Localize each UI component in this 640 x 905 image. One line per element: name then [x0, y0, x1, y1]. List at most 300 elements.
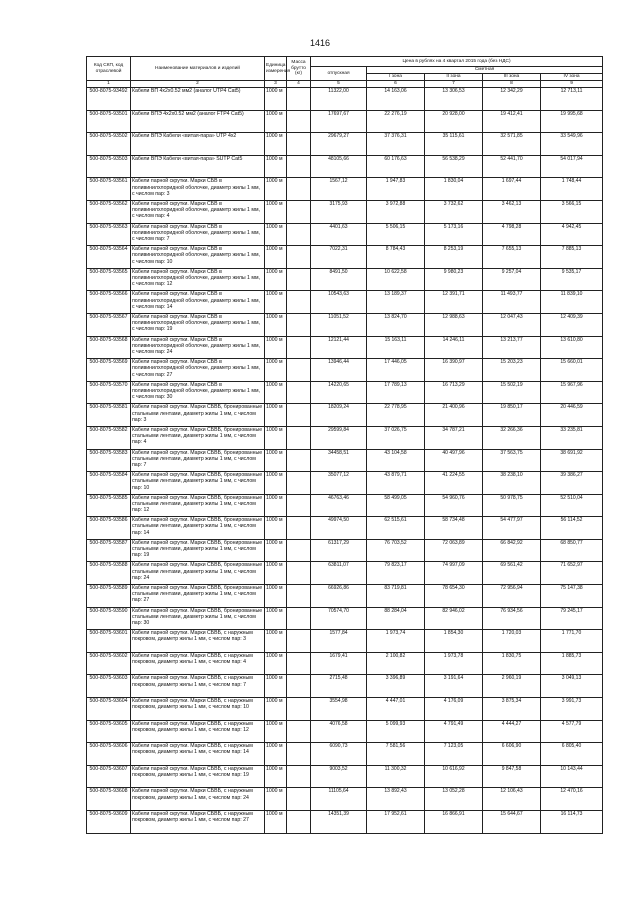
header-zone-2: II зона	[425, 74, 483, 81]
row-code: 500-8075-93607	[87, 765, 131, 788]
row-name: Кабели парной скрутки. Марки СБВБ, с наружным покровом, диаметр жилы 1 мм, с числом пар: 24	[131, 788, 265, 811]
row-mass	[287, 607, 311, 630]
row-name: Кабели парной скрутки. Марки СБВБ, бронированные стальными лентами, диаметр жилы 1 мм, с числом пар: 24	[131, 562, 265, 585]
row-price-zone-2: 12 988,63	[425, 313, 483, 336]
row-price-zone-3: 4 798,28	[483, 223, 541, 246]
row-unit: 1000 м	[265, 539, 287, 562]
row-price-zone-3: 15 203,23	[483, 359, 541, 382]
row-mass	[287, 517, 311, 540]
row-price-wholesale: 12121,44	[311, 336, 367, 359]
row-price-wholesale: 3554,98	[311, 698, 367, 721]
row-price-zone-1: 13 189,37	[367, 291, 425, 314]
row-code: 500-8075-93601	[87, 630, 131, 653]
header-zone-1: I зона	[367, 74, 425, 81]
row-mass	[287, 788, 311, 811]
row-price-zone-4: 16 114,73	[541, 811, 603, 834]
row-price-zone-2: 3 732,62	[425, 200, 483, 223]
row-price-zone-3: 32 571,85	[483, 133, 541, 156]
row-price-zone-3: 38 238,10	[483, 472, 541, 495]
row-price-zone-1: 17 446,05	[367, 359, 425, 382]
row-price-wholesale: 13946,44	[311, 359, 367, 382]
row-name: Кабели парной скрутки. Марки СБВБ, бронированные стальными лентами, диаметр жилы 1 мм, с числом пар: 14	[131, 517, 265, 540]
table-row	[87, 675, 603, 698]
row-price-wholesale: 46763,46	[311, 494, 367, 517]
header-wholesale: отпускная	[311, 67, 367, 81]
row-code: 500-8075-93587	[87, 539, 131, 562]
row-name: Кабели парной скрутки. Марки СБВБ, с наружным покровом, диаметр жилы 1 мм, с числом пар: 14	[131, 743, 265, 766]
column-number: 4	[287, 81, 311, 88]
row-mass	[287, 246, 311, 269]
row-unit: 1000 м	[265, 381, 287, 404]
row-price-zone-2: 4 176,09	[425, 698, 483, 721]
row-price-zone-1: 37 376,31	[367, 133, 425, 156]
table-row	[87, 223, 603, 246]
row-unit: 1000 м	[265, 291, 287, 314]
table-row	[87, 88, 603, 111]
table-row	[87, 313, 603, 336]
table-row	[87, 404, 603, 427]
row-price-zone-4: 3 566,15	[541, 200, 603, 223]
row-price-zone-4: 19 995,68	[541, 110, 603, 133]
row-unit: 1000 м	[265, 472, 287, 495]
table-row	[87, 698, 603, 721]
row-code: 500-8075-93603	[87, 675, 131, 698]
row-name: Кабели парной скрутки. Марки СБВБ, с наружным покровом, диаметр жилы 1 мм, с числом пар: 3	[131, 630, 265, 653]
row-name: Кабели парной скрутки. Марки СБВБ, с наружным покровом, диаметр жилы 1 мм, с числом пар: 12	[131, 720, 265, 743]
row-code: 500-8075-93606	[87, 743, 131, 766]
row-code: 500-8075-93581	[87, 404, 131, 427]
row-name: Кабели парной скрутки. Марки СБВБ, бронированные стальными лентами, диаметр жилы 1 мм, с числом пар: 4	[131, 426, 265, 449]
table-row	[87, 133, 603, 156]
table-row	[87, 494, 603, 517]
row-name: Кабели парной скрутки. Марки СБВ в поливинилхлоридной оболочке, диаметр жилы 1 мм, с числом пар: 14	[131, 291, 265, 314]
row-price-wholesale: 17697,67	[311, 110, 367, 133]
row-unit: 1000 м	[265, 585, 287, 608]
row-code: 500-8075-93586	[87, 517, 131, 540]
row-unit: 1000 м	[265, 246, 287, 269]
row-price-zone-1: 76 703,52	[367, 539, 425, 562]
row-unit: 1000 м	[265, 88, 287, 111]
row-price-wholesale: 1577,84	[311, 630, 367, 653]
row-code: 500-8075-93566	[87, 291, 131, 314]
row-name: Кабели ВП 4х2х0.52 мм2 (аналог UTP4 Cat5)	[131, 88, 265, 111]
row-code: 500-8075-93492	[87, 88, 131, 111]
row-name: Кабели парной скрутки. Марки СБВ в поливинилхлоридной оболочке, диаметр жилы 1 мм, с числом пар: 10	[131, 246, 265, 269]
row-price-wholesale: 18209,24	[311, 404, 367, 427]
row-mass	[287, 743, 311, 766]
row-price-zone-4: 3 991,73	[541, 698, 603, 721]
table-row	[87, 336, 603, 359]
row-mass	[287, 336, 311, 359]
row-price-zone-3: 9 257,04	[483, 268, 541, 291]
row-mass	[287, 562, 311, 585]
row-price-wholesale: 10543,63	[311, 291, 367, 314]
header-code: Код СКП, код отраслевой	[87, 57, 131, 81]
row-unit: 1000 м	[265, 155, 287, 178]
row-mass	[287, 110, 311, 133]
row-price-zone-1: 5 099,93	[367, 720, 425, 743]
row-mass	[287, 313, 311, 336]
table-row	[87, 246, 603, 269]
table-row	[87, 110, 603, 133]
row-price-wholesale: 11105,64	[311, 788, 367, 811]
row-code: 500-8075-93608	[87, 788, 131, 811]
row-price-zone-1: 14 163,06	[367, 88, 425, 111]
row-code: 500-8075-93602	[87, 652, 131, 675]
row-name: Кабели парной скрутки. Марки СБВБ, бронированные стальными лентами, диаметр жилы 1 мм, с числом пар: 30	[131, 607, 265, 630]
column-number-row	[87, 81, 603, 88]
row-price-zone-2: 16 713,29	[425, 381, 483, 404]
row-price-wholesale: 4076,58	[311, 720, 367, 743]
row-price-zone-3: 72 956,94	[483, 585, 541, 608]
header-unit: Единица измерения	[265, 57, 287, 81]
row-name: Кабели парной скрутки. Марки СБВ в поливинилхлоридной оболочке, диаметр жилы 1 мм, с числом пар: 27	[131, 359, 265, 382]
column-number: 2	[131, 81, 265, 88]
row-code: 500-8075-93590	[87, 607, 131, 630]
row-price-zone-4: 12 713,11	[541, 88, 603, 111]
row-price-zone-1: 15 163,11	[367, 336, 425, 359]
table-row	[87, 381, 603, 404]
row-mass	[287, 630, 311, 653]
row-price-zone-3: 15 644,67	[483, 811, 541, 834]
row-price-zone-1: 2 100,82	[367, 652, 425, 675]
row-price-zone-3: 37 563,75	[483, 449, 541, 472]
row-name: Кабели парной скрутки. Марки СБВБ, с наружным покровом, диаметр жилы 1 мм, с числом пар: 27	[131, 811, 265, 834]
row-mass	[287, 472, 311, 495]
row-price-zone-2: 10 616,92	[425, 765, 483, 788]
table-row	[87, 426, 603, 449]
row-price-wholesale: 34458,51	[311, 449, 367, 472]
row-price-zone-1: 10 622,58	[367, 268, 425, 291]
table-row	[87, 178, 603, 201]
price-table	[86, 56, 603, 834]
row-price-wholesale: 11322,00	[311, 88, 367, 111]
row-unit: 1000 м	[265, 404, 287, 427]
row-unit: 1000 м	[265, 200, 287, 223]
row-name: Кабели парной скрутки. Марки СБВ в поливинилхлоридной оболочке, диаметр жилы 1 мм, с числом пар: 12	[131, 268, 265, 291]
row-price-zone-3: 32 266,36	[483, 426, 541, 449]
row-unit: 1000 м	[265, 494, 287, 517]
row-price-zone-2: 1 973,78	[425, 652, 483, 675]
row-price-zone-2: 13 052,28	[425, 788, 483, 811]
table-row	[87, 652, 603, 675]
row-price-zone-2: 40 497,96	[425, 449, 483, 472]
page-number: 1416	[309, 38, 331, 48]
row-price-zone-2: 34 787,21	[425, 426, 483, 449]
row-price-zone-2: 8 253,19	[425, 246, 483, 269]
row-price-zone-4: 10 143,44	[541, 765, 603, 788]
row-price-zone-3: 19 850,17	[483, 404, 541, 427]
row-price-zone-3: 12 342,29	[483, 88, 541, 111]
row-price-zone-4: 68 850,77	[541, 539, 603, 562]
row-price-zone-3: 66 842,92	[483, 539, 541, 562]
row-unit: 1000 м	[265, 562, 287, 585]
row-unit: 1000 м	[265, 426, 287, 449]
row-unit: 1000 м	[265, 110, 287, 133]
row-price-zone-1: 17 952,61	[367, 811, 425, 834]
row-price-zone-4: 71 652,97	[541, 562, 603, 585]
row-price-wholesale: 1679,41	[311, 652, 367, 675]
row-code: 500-8075-93503	[87, 155, 131, 178]
row-name: Кабели парной скрутки. Марки СБВБ, с наружным покровом, диаметр жилы 1 мм, с числом пар: 19	[131, 765, 265, 788]
row-mass	[287, 404, 311, 427]
row-unit: 1000 м	[265, 449, 287, 472]
header-estimate: Сметная	[367, 67, 603, 74]
table-row	[87, 562, 603, 585]
row-price-zone-2: 58 734,48	[425, 517, 483, 540]
row-price-wholesale: 3175,93	[311, 200, 367, 223]
row-unit: 1000 м	[265, 652, 287, 675]
row-unit: 1000 м	[265, 223, 287, 246]
row-name: Кабели парной скрутки. Марки СБВ в поливинилхлоридной оболочке, диаметр жилы 1 мм, с числом пар: 4	[131, 200, 265, 223]
row-price-zone-3: 9 847,58	[483, 765, 541, 788]
row-price-zone-4: 13 610,80	[541, 336, 603, 359]
table-row	[87, 539, 603, 562]
row-price-zone-2: 21 400,96	[425, 404, 483, 427]
column-number: 7	[425, 81, 483, 88]
row-mass	[287, 200, 311, 223]
row-unit: 1000 м	[265, 788, 287, 811]
row-mass	[287, 494, 311, 517]
column-number: 1	[87, 81, 131, 88]
row-code: 500-8075-93589	[87, 585, 131, 608]
row-code: 500-8075-93565	[87, 268, 131, 291]
row-unit: 1000 м	[265, 359, 287, 382]
table-row	[87, 472, 603, 495]
header-zone-3: III зона	[483, 74, 541, 81]
table-row	[87, 811, 603, 834]
row-name: Кабели парной скрутки. Марки СБВ в поливинилхлоридной оболочке, диаметр жилы 1 мм, с числом пар: 24	[131, 336, 265, 359]
row-price-wholesale: 66926,86	[311, 585, 367, 608]
row-price-zone-1: 13 824,70	[367, 313, 425, 336]
row-price-zone-3: 15 502,19	[483, 381, 541, 404]
row-name: Кабели парной скрутки. Марки СБВБ, бронированные стальными лентами, диаметр жилы 1 мм, с числом пар: 3	[131, 404, 265, 427]
row-price-wholesale: 6090,73	[311, 743, 367, 766]
row-price-zone-4: 1 771,70	[541, 630, 603, 653]
row-price-zone-4: 38 691,92	[541, 449, 603, 472]
row-price-zone-3: 12 106,43	[483, 788, 541, 811]
row-price-zone-3: 2 960,19	[483, 675, 541, 698]
row-price-wholesale: 63811,07	[311, 562, 367, 585]
row-price-wholesale: 14351,39	[311, 811, 367, 834]
table-body	[87, 88, 603, 834]
row-code: 500-8075-93605	[87, 720, 131, 743]
row-name: Кабели парной скрутки. Марки СБВ в поливинилхлоридной оболочке, диаметр жилы 1 мм, с числом пар: 3	[131, 178, 265, 201]
row-price-zone-1: 7 581,56	[367, 743, 425, 766]
row-price-zone-1: 22 276,19	[367, 110, 425, 133]
table-row	[87, 585, 603, 608]
row-price-wholesale: 29599,84	[311, 426, 367, 449]
row-code: 500-8075-93609	[87, 811, 131, 834]
row-price-zone-1: 4 447,01	[367, 698, 425, 721]
row-price-zone-1: 1 947,83	[367, 178, 425, 201]
row-price-zone-3: 1 697,44	[483, 178, 541, 201]
row-price-zone-4: 39 386,27	[541, 472, 603, 495]
row-price-zone-4: 12 470,16	[541, 788, 603, 811]
row-mass	[287, 449, 311, 472]
row-code: 500-8075-93570	[87, 381, 131, 404]
row-price-zone-2: 16 390,97	[425, 359, 483, 382]
row-price-zone-4: 33 549,96	[541, 133, 603, 156]
row-price-zone-2: 13 306,53	[425, 88, 483, 111]
row-price-zone-4: 6 805,40	[541, 743, 603, 766]
table-row	[87, 607, 603, 630]
row-price-zone-2: 7 123,05	[425, 743, 483, 766]
row-price-wholesale: 11051,52	[311, 313, 367, 336]
row-price-zone-4: 20 446,59	[541, 404, 603, 427]
row-unit: 1000 м	[265, 743, 287, 766]
row-mass	[287, 155, 311, 178]
row-price-zone-2: 14 246,11	[425, 336, 483, 359]
row-code: 500-8075-93583	[87, 449, 131, 472]
row-code: 500-8075-93585	[87, 494, 131, 517]
row-price-wholesale: 70574,70	[311, 607, 367, 630]
row-price-zone-1: 3 972,88	[367, 200, 425, 223]
row-name: Кабели ВПЭ 4х2х0.52 мм2 (аналог FTP4 Cat5)	[131, 110, 265, 133]
row-mass	[287, 291, 311, 314]
row-mass	[287, 675, 311, 698]
row-code: 500-8075-93567	[87, 313, 131, 336]
row-price-zone-2: 16 866,91	[425, 811, 483, 834]
table-row	[87, 268, 603, 291]
row-price-zone-3: 50 978,75	[483, 494, 541, 517]
table-row	[87, 200, 603, 223]
row-price-zone-2: 78 654,30	[425, 585, 483, 608]
row-code: 500-8075-93561	[87, 178, 131, 201]
header-zone-4: IV зона	[541, 74, 603, 81]
row-price-zone-1: 8 784,43	[367, 246, 425, 269]
row-name: Кабели парной скрутки. Марки СБВБ, с наружным покровом, диаметр жилы 1 мм, с числом пар: 10	[131, 698, 265, 721]
row-price-zone-1: 43 879,71	[367, 472, 425, 495]
row-name: Кабели парной скрутки. Марки СБВБ, с наружным покровом, диаметр жилы 1 мм, с числом пар: 7	[131, 675, 265, 698]
row-price-zone-2: 56 538,29	[425, 155, 483, 178]
row-code: 500-8075-93569	[87, 359, 131, 382]
header-price-group: Цена в рублях на 4 квартал 2015 года (без НДС)	[311, 57, 603, 67]
row-unit: 1000 м	[265, 268, 287, 291]
row-price-zone-2: 5 173,16	[425, 223, 483, 246]
row-price-zone-3: 13 213,77	[483, 336, 541, 359]
row-code: 500-8075-93563	[87, 223, 131, 246]
row-price-zone-4: 15 660,01	[541, 359, 603, 382]
row-unit: 1000 м	[265, 313, 287, 336]
row-code: 500-8075-93501	[87, 110, 131, 133]
header-name: Наименование материалов и изделий	[131, 57, 265, 81]
row-price-zone-3: 1 830,75	[483, 652, 541, 675]
row-price-zone-1: 83 719,81	[367, 585, 425, 608]
row-price-zone-1: 22 778,95	[367, 404, 425, 427]
row-price-wholesale: 48105,66	[311, 155, 367, 178]
table-row	[87, 517, 603, 540]
row-name: Кабели парной скрутки. Марки СБВБ, с наружным покровом, диаметр жилы 1 мм, с числом пар: 4	[131, 652, 265, 675]
row-price-wholesale: 9003,52	[311, 765, 367, 788]
row-price-wholesale: 2715,48	[311, 675, 367, 698]
row-unit: 1000 м	[265, 336, 287, 359]
row-price-zone-4: 12 409,39	[541, 313, 603, 336]
row-price-zone-3: 4 444,27	[483, 720, 541, 743]
row-price-zone-4: 3 049,13	[541, 675, 603, 698]
row-name: Кабели парной скрутки. Марки СБВБ, бронированные стальными лентами, диаметр жилы 1 мм, с числом пар: 10	[131, 472, 265, 495]
row-price-zone-2: 20 928,00	[425, 110, 483, 133]
row-mass	[287, 381, 311, 404]
row-price-zone-3: 6 606,90	[483, 743, 541, 766]
row-price-zone-3: 52 441,70	[483, 155, 541, 178]
row-mass	[287, 652, 311, 675]
row-code: 500-8075-93582	[87, 426, 131, 449]
row-unit: 1000 м	[265, 517, 287, 540]
row-price-zone-1: 62 515,61	[367, 517, 425, 540]
row-price-zone-4: 56 114,52	[541, 517, 603, 540]
row-price-zone-1: 5 506,15	[367, 223, 425, 246]
row-price-wholesale: 61317,29	[311, 539, 367, 562]
row-unit: 1000 м	[265, 630, 287, 653]
row-price-zone-4: 15 967,96	[541, 381, 603, 404]
row-mass	[287, 88, 311, 111]
row-unit: 1000 м	[265, 607, 287, 630]
row-name: Кабели парной скрутки. Марки СБВБ, бронированные стальными лентами, диаметр жилы 1 мм, с числом пар: 27	[131, 585, 265, 608]
row-mass	[287, 268, 311, 291]
row-name: Кабели парной скрутки. Марки СБВБ, бронированные стальными лентами, диаметр жилы 1 мм, с числом пар: 7	[131, 449, 265, 472]
row-price-zone-4: 33 235,81	[541, 426, 603, 449]
column-number: 8	[483, 81, 541, 88]
table-row	[87, 155, 603, 178]
row-mass	[287, 585, 311, 608]
row-price-zone-3: 7 655,13	[483, 246, 541, 269]
row-price-zone-1: 13 892,43	[367, 788, 425, 811]
row-price-zone-3: 54 477,97	[483, 517, 541, 540]
table-row	[87, 359, 603, 382]
row-price-zone-1: 11 300,32	[367, 765, 425, 788]
row-price-zone-2: 1 854,30	[425, 630, 483, 653]
row-price-zone-4: 1 748,44	[541, 178, 603, 201]
row-unit: 1000 м	[265, 178, 287, 201]
row-unit: 1000 м	[265, 811, 287, 834]
row-price-zone-4: 4 577,79	[541, 720, 603, 743]
row-price-wholesale: 4401,63	[311, 223, 367, 246]
row-price-zone-2: 3 191,64	[425, 675, 483, 698]
row-price-zone-4: 79 245,17	[541, 607, 603, 630]
column-number: 9	[541, 81, 603, 88]
row-mass	[287, 698, 311, 721]
row-price-zone-3: 69 561,42	[483, 562, 541, 585]
column-number: 3	[265, 81, 287, 88]
row-price-zone-4: 4 942,45	[541, 223, 603, 246]
row-price-zone-3: 76 934,56	[483, 607, 541, 630]
row-price-zone-3: 12 047,43	[483, 313, 541, 336]
row-code: 500-8075-93562	[87, 200, 131, 223]
table-row	[87, 720, 603, 743]
row-price-zone-2: 35 115,61	[425, 133, 483, 156]
row-price-wholesale: 35077,12	[311, 472, 367, 495]
header-mass: Масса брутто (кг)	[287, 57, 311, 81]
row-mass	[287, 765, 311, 788]
row-code: 500-8075-93584	[87, 472, 131, 495]
row-price-zone-2: 54 960,76	[425, 494, 483, 517]
row-name: Кабели ВПЭ Кабели «витая-пара» UTP 4х2	[131, 133, 265, 156]
row-price-zone-1: 88 284,04	[367, 607, 425, 630]
row-unit: 1000 м	[265, 720, 287, 743]
row-price-zone-3: 1 720,03	[483, 630, 541, 653]
row-price-zone-4: 7 885,13	[541, 246, 603, 269]
row-price-wholesale: 49974,50	[311, 517, 367, 540]
row-mass	[287, 539, 311, 562]
row-price-zone-2: 74 997,09	[425, 562, 483, 585]
row-name: Кабели парной скрутки. Марки СБВБ, бронированные стальными лентами, диаметр жилы 1 мм, с числом пар: 12	[131, 494, 265, 517]
row-price-zone-1: 58 499,05	[367, 494, 425, 517]
row-mass	[287, 178, 311, 201]
row-name: Кабели парной скрутки. Марки СБВ в поливинилхлоридной оболочке, диаметр жилы 1 мм, с числом пар: 30	[131, 381, 265, 404]
row-mass	[287, 426, 311, 449]
row-price-zone-1: 17 789,13	[367, 381, 425, 404]
